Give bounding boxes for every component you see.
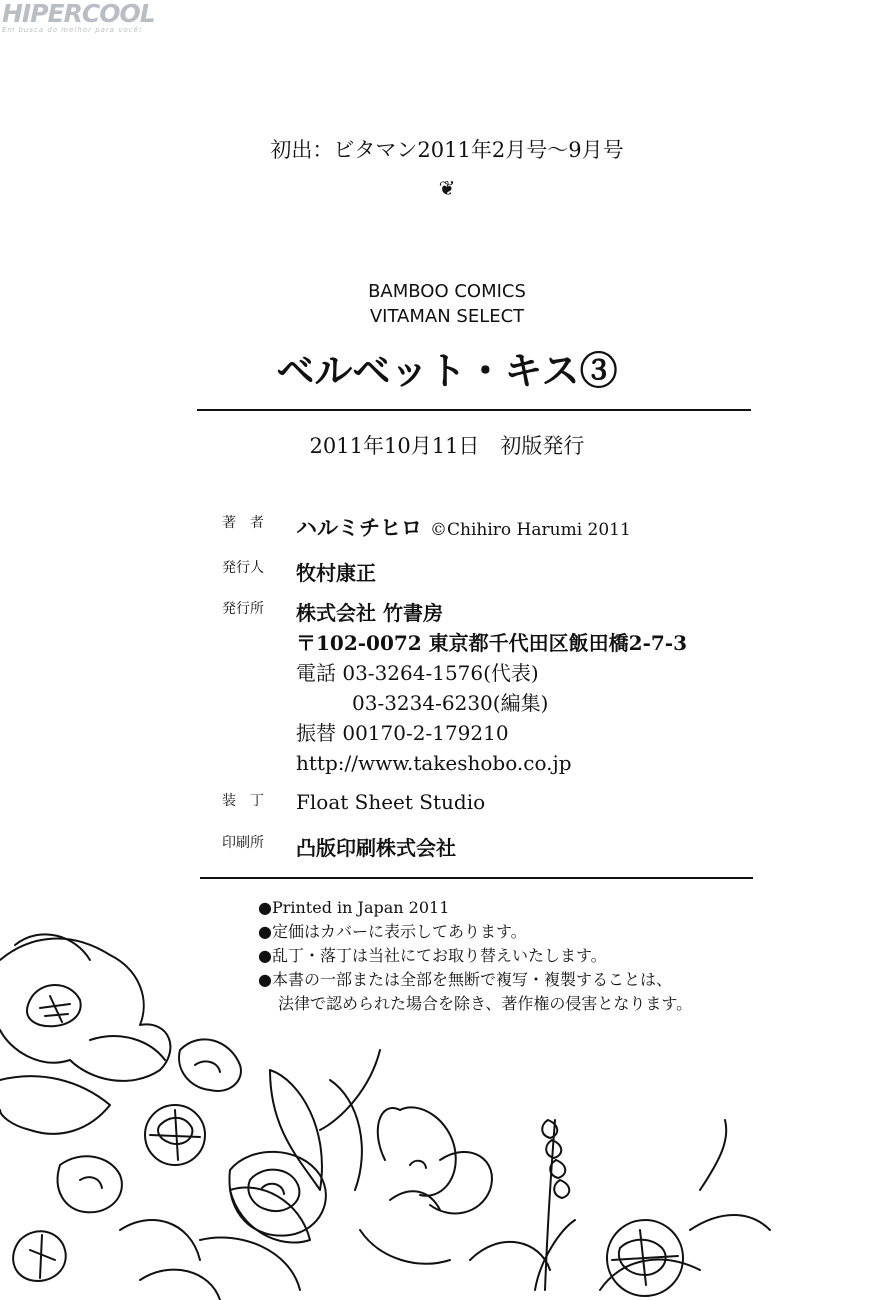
note-price: ●定価はカバーに表示してあります。 (258, 922, 527, 941)
publication-date: 2011年10月11日 初版発行 (309, 434, 585, 458)
watermark-logo-text: HIPERCOOL (2, 0, 155, 28)
author-value (296, 512, 631, 542)
flower-lily-icon (360, 1107, 550, 1270)
note-copyright-1: ●本書の一部または全部を無断で複写・複製することは、 (258, 970, 672, 989)
book-title: ベルベット・キス③ (276, 348, 618, 393)
note-defects: ●乱丁・落丁は当社にてお取り替えいたします。 (258, 946, 607, 965)
office-label: 発行所 (222, 601, 264, 617)
office-phone-main: 電話 03-3264-1576(代表) (296, 661, 539, 685)
publisher-label: 発行人 (222, 560, 264, 576)
author-name: ハルミチヒロ (296, 515, 422, 540)
office-transfer: 振替 00170-2-179210 (296, 721, 509, 745)
first-publication-note: 初出：ビタマン2011年2月号〜9月号 (270, 138, 624, 162)
watermark-tagline: Em busca do melhor para você! (2, 26, 143, 34)
printer-name: 凸版印刷株式会社 (296, 836, 456, 860)
divider-bottom (200, 877, 753, 879)
flower-camellia-icon (0, 934, 170, 1133)
printer-label: 印刷所 (222, 835, 264, 851)
watermark-logo (2, 0, 155, 34)
office-details (296, 598, 687, 778)
series-imprint: VITAMAN SELECT (369, 306, 525, 327)
binding-label: 装 丁 (222, 793, 264, 809)
ornament-icon: ❦ (438, 176, 456, 200)
flower-cluster-icon (13, 1039, 241, 1281)
divider-top (197, 409, 751, 411)
flower-lavender-icon (535, 1120, 575, 1290)
series-name: BAMBOO COMICS (368, 281, 526, 302)
author-label: 著 者 (222, 515, 264, 531)
publisher-name: 牧村康正 (296, 561, 376, 585)
office-company: 株式会社 竹書房 (296, 601, 443, 625)
binding-name: Float Sheet Studio (296, 790, 486, 814)
note-printed: ●Printed in Japan 2011 (258, 898, 450, 917)
office-url-link[interactable]: http://www.takeshobo.co.jp (296, 751, 572, 775)
note-copyright-2: 法律で認められた場合を除き、著作権の侵害となります。 (278, 994, 693, 1013)
office-address: 〒102-0072 東京都千代田区飯田橋2-7-3 (296, 631, 688, 655)
author-copyright: ©Chihiro Harumi 2011 (430, 520, 631, 540)
flower-leaves-icon (120, 1050, 380, 1300)
flower-illustration (0, 930, 894, 1300)
flower-carnation-icon (600, 1120, 770, 1296)
office-phone-edit: 03-3234-6230(編集) (352, 691, 549, 715)
